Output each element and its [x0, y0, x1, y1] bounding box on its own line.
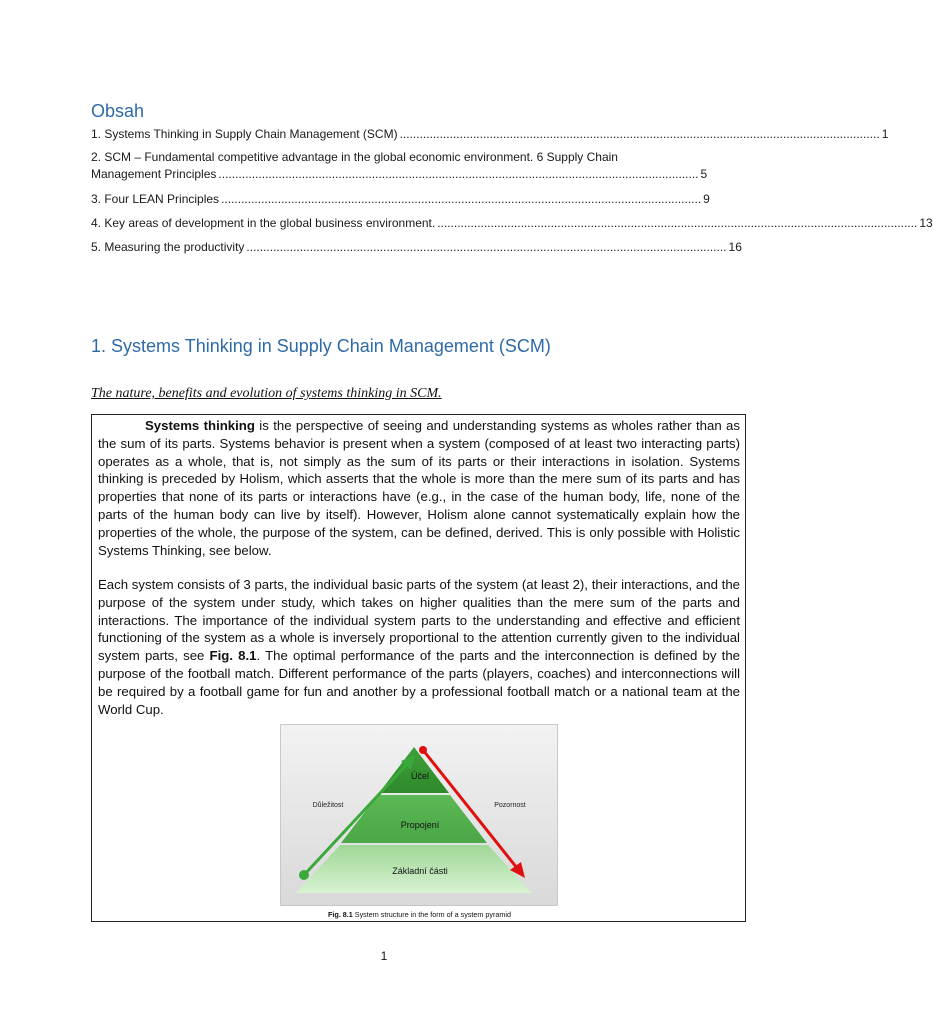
toc-entry-3[interactable] — [91, 191, 710, 208]
content-box — [91, 414, 746, 922]
toc-entry-text: 5. Measuring the productivity — [91, 240, 245, 254]
toc-page-number: 16 — [728, 240, 742, 254]
pyramid-diagram — [281, 725, 559, 907]
paragraph-text: Each system consists of 3 parts, the individual basic parts of the system (at least 2), their interactions, and the purpose of the system under study, which takes on higher qualities than the mere sum of the parts and interactions. The importance of the individual system parts to the understanding and effective and efficient functioning of the system as a whole is inversely proportional to the attention currently given to the individual system parts, see — [98, 577, 740, 664]
toc-entry-text: 3. Four LEAN Principles — [91, 192, 220, 206]
toc-entry-text: 1. Systems Thinking in Supply Chain Management (SCM) — [91, 127, 398, 141]
toc-page-number: 13 — [919, 216, 933, 230]
toc-dot-leader: ................................................................................................................................................ — [437, 216, 918, 230]
page-number: 1 — [380, 949, 388, 963]
toc-page-number: 1 — [881, 127, 889, 141]
toc-entry-text: 4. Key areas of development in the global business environment. — [91, 216, 436, 230]
importance-arrow-start-dot — [299, 870, 309, 880]
importance-label: Důležitost — [312, 802, 344, 809]
toc-entry-2[interactable] — [91, 149, 708, 183]
toc-page-number: 5 — [700, 167, 708, 181]
attention-label: Pozornost — [494, 802, 526, 809]
toc-dot-leader: ................................................................................................................................................ — [246, 240, 727, 254]
toc-entry-1[interactable] — [91, 126, 889, 143]
pyramid-bottom-label: Základní části — [392, 866, 448, 876]
pyramid-middle-label: Propojení — [400, 820, 440, 830]
paragraph-1 — [98, 417, 740, 559]
caption-text: System structure in the form of a system pyramid — [352, 910, 511, 919]
attention-arrow-start-dot — [419, 746, 427, 754]
toc-heading: Obsah — [91, 101, 145, 121]
figure-reference: Fig. 8.1 — [209, 648, 257, 664]
toc-entry-4[interactable] — [91, 215, 933, 232]
paragraph-text: is the perspective of seeing and understanding systems as wholes rather than as the sum of its parts. Systems behavior is present when a system (composed of at least two interacting parts) operates as a whole, that is, not simply as the sum of its parts or their interactions in isolation. Systems thinking is preceded by Holism, which asserts that the whole is more than the mere sum of its parts and has properties that none of its parts or interactions have (e.g., in the case of the human body, life, none of the parts of the human body can live by itself). However, Holism alone cannot systematically explain how the properties of the whole, the purpose of the system, can be defined, derived. This is only possible with Holistic Systems Thinking, see below. — [98, 418, 740, 558]
system-pyramid-figure — [280, 724, 558, 906]
toc-entry-text: Management Principles — [91, 167, 217, 181]
toc-entry-5[interactable] — [91, 239, 742, 256]
toc-page-number: 9 — [703, 192, 710, 206]
toc-dot-leader: ................................................................................................................................................ — [221, 192, 702, 206]
paragraph-text: . The optimal performance of the parts and the interconnection is defined by the purpose of the football match. Different performance of the parts (players, coaches) and interconnections will be required by a football game for fun and another by a professional football match or a national team at the World Cup. — [98, 648, 740, 717]
paragraph-2 — [98, 576, 740, 718]
bold-term: Systems thinking — [145, 418, 255, 433]
pyramid-top-label: Účel — [410, 771, 430, 781]
caption-figure-number: Fig. 8.1 — [328, 910, 353, 919]
figure-caption — [92, 910, 747, 919]
toc-entry-text-line1: 2. SCM – Fundamental competitive advantage in the global economic environment. 6 Supply Chain — [91, 150, 618, 164]
toc-dot-leader: ................................................................................................................................................ — [399, 127, 880, 141]
toc-dot-leader: ................................................................................................................................................ — [218, 167, 699, 181]
section-heading: 1. Systems Thinking in Supply Chain Management (SCM) — [91, 336, 551, 356]
section-subtitle: The nature, benefits and evolution of systems thinking in SCM. — [91, 386, 442, 401]
